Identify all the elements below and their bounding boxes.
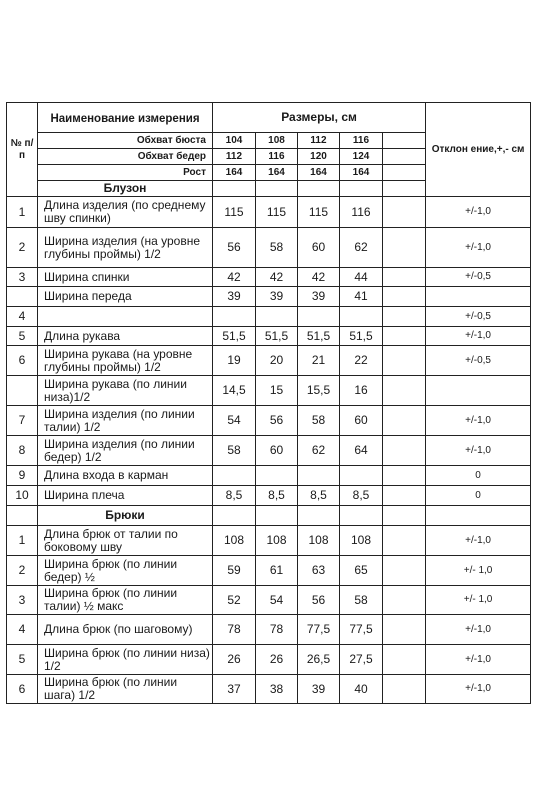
size-value: 51,5: [256, 327, 298, 346]
section-row: [7, 506, 531, 526]
deviation-header: Отклон ение,+,- см: [426, 103, 531, 197]
empty-cell: [340, 506, 383, 526]
deviation-value: +/-0,5: [426, 307, 531, 327]
param-label: Рост: [38, 165, 213, 181]
empty-cell: [383, 586, 426, 615]
empty-cell: [383, 133, 426, 149]
size-value: 65: [340, 556, 383, 586]
size-value: 63: [298, 556, 340, 586]
measurement-name: Ширина переда: [38, 287, 213, 307]
size-value: 115: [213, 197, 256, 228]
name-header: Наименование измерения: [38, 103, 213, 133]
size-value: [213, 466, 256, 486]
empty-cell: [383, 466, 426, 486]
row-number: 2: [7, 228, 38, 268]
deviation-value: +/- 1,0: [426, 556, 531, 586]
param-label: Обхват бедер: [38, 149, 213, 165]
empty-cell: [383, 645, 426, 675]
size-value: 14,5: [213, 376, 256, 406]
size-value: 61: [256, 556, 298, 586]
size-value: 16: [340, 376, 383, 406]
empty-cell: [383, 436, 426, 466]
empty-cell: [256, 506, 298, 526]
num-header: № п/п: [7, 103, 38, 197]
size-value: [256, 307, 298, 327]
row-number: 8: [7, 436, 38, 466]
size-value: 77,5: [340, 615, 383, 645]
measurement-name: Ширина спинки: [38, 268, 213, 287]
table-row: [7, 228, 531, 268]
size-value: [340, 307, 383, 327]
size-value: 8,5: [298, 486, 340, 506]
row-number: 7: [7, 406, 38, 436]
param-label: Обхват бюста: [38, 133, 213, 149]
size-value: 64: [340, 436, 383, 466]
deviation-value: +/- 1,0: [426, 586, 531, 615]
deviation-value: +/-1,0: [426, 228, 531, 268]
param-value: 108: [256, 133, 298, 149]
size-value: 22: [340, 346, 383, 376]
empty-cell: [7, 506, 38, 526]
empty-cell: [383, 486, 426, 506]
section-title: Брюки: [38, 506, 213, 526]
size-value: [298, 466, 340, 486]
deviation-value: +/-1,0: [426, 197, 531, 228]
size-value: 54: [213, 406, 256, 436]
sizes-header: Размеры, см: [213, 103, 426, 133]
param-value: 124: [340, 149, 383, 165]
size-value: [340, 466, 383, 486]
size-value: 58: [256, 228, 298, 268]
deviation-value: 0: [426, 466, 531, 486]
size-value: [298, 307, 340, 327]
table-row: [7, 615, 531, 645]
size-value: 51,5: [213, 327, 256, 346]
table-row: [7, 327, 531, 346]
size-value: 8,5: [213, 486, 256, 506]
size-value: 56: [256, 406, 298, 436]
size-value: 115: [256, 197, 298, 228]
measurement-name: Ширина изделия (на уровне глубины проймы) 1/2: [38, 228, 213, 268]
deviation-value: +/-1,0: [426, 327, 531, 346]
row-number: [7, 287, 38, 307]
measurement-name: Ширина брюк (по линии низа) 1/2: [38, 645, 213, 675]
empty-cell: [383, 165, 426, 181]
param-value: 104: [213, 133, 256, 149]
table-row: [7, 586, 531, 615]
size-value: 8,5: [340, 486, 383, 506]
param-value: 164: [213, 165, 256, 181]
measurement-name: Ширина рукава (по линии низа)1/2: [38, 376, 213, 406]
empty-cell: [426, 506, 531, 526]
row-number: 2: [7, 556, 38, 586]
param-value: 112: [298, 133, 340, 149]
measurement-name: Ширина плеча: [38, 486, 213, 506]
size-value: 62: [298, 436, 340, 466]
size-value: 78: [256, 615, 298, 645]
size-value: 115: [298, 197, 340, 228]
table-row: [7, 406, 531, 436]
row-number: 3: [7, 268, 38, 287]
size-value: 77,5: [298, 615, 340, 645]
table-row: [7, 645, 531, 675]
size-value: 8,5: [256, 486, 298, 506]
size-value: 39: [298, 287, 340, 307]
measurements-table: [6, 102, 531, 704]
size-value: 20: [256, 346, 298, 376]
param-value: 112: [213, 149, 256, 165]
measurement-name: Длина брюк от талии по боковому шву: [38, 526, 213, 556]
table-row: [7, 436, 531, 466]
deviation-value: +/-1,0: [426, 406, 531, 436]
size-value: 60: [256, 436, 298, 466]
size-value: 78: [213, 615, 256, 645]
size-value: 51,5: [340, 327, 383, 346]
deviation-value: 0: [426, 486, 531, 506]
size-value: 27,5: [340, 645, 383, 675]
row-number: 6: [7, 346, 38, 376]
size-value: 38: [256, 675, 298, 704]
empty-cell: [383, 556, 426, 586]
empty-cell: [298, 181, 340, 197]
size-value: 60: [340, 406, 383, 436]
empty-cell: [383, 406, 426, 436]
table-row: [7, 376, 531, 406]
empty-cell: [383, 376, 426, 406]
size-value: 52: [213, 586, 256, 615]
size-value: 59: [213, 556, 256, 586]
section-title: Блузон: [38, 181, 213, 197]
row-number: 1: [7, 526, 38, 556]
param-value: 164: [298, 165, 340, 181]
empty-cell: [340, 181, 383, 197]
param-value: 164: [340, 165, 383, 181]
size-value: 26: [213, 645, 256, 675]
deviation-value: +/-0,5: [426, 346, 531, 376]
size-value: 56: [213, 228, 256, 268]
param-value: 116: [340, 133, 383, 149]
size-value: 58: [298, 406, 340, 436]
row-number: 5: [7, 327, 38, 346]
deviation-value: +/-1,0: [426, 675, 531, 704]
header-row: [7, 103, 531, 133]
measurement-name: [38, 307, 213, 327]
empty-cell: [213, 181, 256, 197]
table-row: [7, 197, 531, 228]
row-number: 6: [7, 675, 38, 704]
empty-cell: [383, 228, 426, 268]
size-value: 116: [340, 197, 383, 228]
deviation-value: +/-1,0: [426, 615, 531, 645]
size-value: 40: [340, 675, 383, 704]
size-value: 15,5: [298, 376, 340, 406]
size-value: [256, 466, 298, 486]
empty-cell: [383, 197, 426, 228]
empty-cell: [383, 346, 426, 376]
deviation-value: +/-0,5: [426, 268, 531, 287]
size-value: 44: [340, 268, 383, 287]
deviation-value: [426, 376, 531, 406]
deviation-value: [426, 287, 531, 307]
size-value: 108: [298, 526, 340, 556]
size-value: 58: [213, 436, 256, 466]
size-value: 26: [256, 645, 298, 675]
empty-cell: [383, 615, 426, 645]
size-chart: [6, 102, 530, 704]
table-row: [7, 675, 531, 704]
empty-cell: [383, 506, 426, 526]
row-number: 4: [7, 307, 38, 327]
empty-cell: [383, 181, 426, 197]
deviation-value: +/-1,0: [426, 526, 531, 556]
measurement-name: Длина рукава: [38, 327, 213, 346]
empty-cell: [383, 287, 426, 307]
table-row: [7, 466, 531, 486]
size-value: 62: [340, 228, 383, 268]
measurement-name: Длина входа в карман: [38, 466, 213, 486]
deviation-value: +/-1,0: [426, 436, 531, 466]
size-value: 54: [256, 586, 298, 615]
measurement-name: Длина брюк (по шаговому): [38, 615, 213, 645]
size-value: 42: [298, 268, 340, 287]
size-value: 26,5: [298, 645, 340, 675]
empty-cell: [298, 506, 340, 526]
size-value: 58: [340, 586, 383, 615]
size-value: 37: [213, 675, 256, 704]
empty-cell: [256, 181, 298, 197]
measurement-name: Ширина изделия (по линии бедер) 1/2: [38, 436, 213, 466]
empty-cell: [383, 268, 426, 287]
table-row: [7, 556, 531, 586]
size-value: 51,5: [298, 327, 340, 346]
measurement-name: Ширина брюк (по линии бедер) ½: [38, 556, 213, 586]
row-number: 3: [7, 586, 38, 615]
row-number: 5: [7, 645, 38, 675]
size-value: 15: [256, 376, 298, 406]
measurement-name: Длина изделия (по среднему шву спинки): [38, 197, 213, 228]
size-value: 21: [298, 346, 340, 376]
size-value: 108: [340, 526, 383, 556]
size-value: 39: [213, 287, 256, 307]
size-value: 42: [256, 268, 298, 287]
measurement-name: Ширина рукава (на уровне глубины проймы) 1/2: [38, 346, 213, 376]
measurement-name: Ширина брюк (по линии шага) 1/2: [38, 675, 213, 704]
size-value: 60: [298, 228, 340, 268]
table-row: [7, 486, 531, 506]
empty-cell: [383, 526, 426, 556]
measurement-name: Ширина изделия (по линии талии) 1/2: [38, 406, 213, 436]
table-row: [7, 287, 531, 307]
size-value: 39: [298, 675, 340, 704]
param-value: 120: [298, 149, 340, 165]
table-row: [7, 307, 531, 327]
size-value: 108: [213, 526, 256, 556]
table-row: [7, 268, 531, 287]
empty-cell: [383, 675, 426, 704]
param-value: 164: [256, 165, 298, 181]
row-number: 4: [7, 615, 38, 645]
empty-cell: [213, 506, 256, 526]
empty-cell: [383, 307, 426, 327]
size-value: 39: [256, 287, 298, 307]
row-number: 9: [7, 466, 38, 486]
empty-cell: [383, 327, 426, 346]
param-value: 116: [256, 149, 298, 165]
size-value: [213, 307, 256, 327]
size-value: 19: [213, 346, 256, 376]
size-value: 42: [213, 268, 256, 287]
measurement-name: Ширина брюк (по линии талии) ½ макс: [38, 586, 213, 615]
empty-cell: [383, 149, 426, 165]
row-number: 1: [7, 197, 38, 228]
row-number: 10: [7, 486, 38, 506]
size-value: 41: [340, 287, 383, 307]
deviation-value: +/-1,0: [426, 645, 531, 675]
size-value: 108: [256, 526, 298, 556]
table-row: [7, 526, 531, 556]
table-row: [7, 346, 531, 376]
size-value: 56: [298, 586, 340, 615]
row-number: [7, 376, 38, 406]
